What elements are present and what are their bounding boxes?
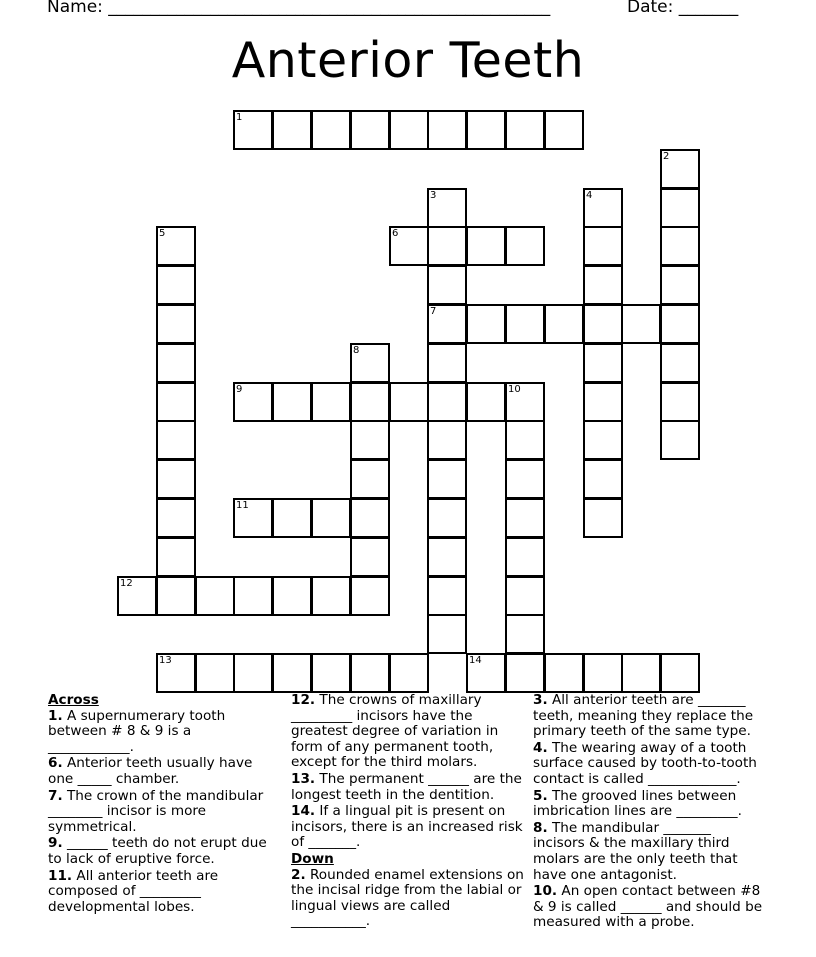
- grid-cell[interactable]: [544, 304, 584, 344]
- grid-cell[interactable]: [233, 498, 273, 538]
- grid-cell[interactable]: [272, 498, 312, 538]
- grid-cell[interactable]: [389, 110, 429, 150]
- clue-across-13: 13. The permanent ______ are the longest teeth in the dentition.: [291, 770, 522, 803]
- page-title: Anterior Teeth: [231, 32, 585, 89]
- grid-cell[interactable]: [505, 226, 545, 266]
- grid-cell[interactable]: [427, 498, 467, 538]
- grid-cell[interactable]: [466, 653, 506, 693]
- grid-cell[interactable]: [466, 110, 506, 150]
- grid-cell[interactable]: [427, 459, 467, 499]
- grid-cell[interactable]: [660, 304, 700, 344]
- grid-cell[interactable]: [311, 498, 351, 538]
- grid-cell[interactable]: [156, 459, 196, 499]
- grid-cell[interactable]: [621, 304, 661, 344]
- grid-cell[interactable]: [156, 226, 196, 266]
- grid-cell[interactable]: [427, 420, 467, 460]
- grid-cell[interactable]: [583, 226, 623, 266]
- grid-cell[interactable]: [505, 110, 545, 150]
- grid-cell[interactable]: [389, 653, 429, 693]
- grid-cell[interactable]: [583, 304, 623, 344]
- grid-cell[interactable]: [156, 382, 196, 422]
- grid-cell[interactable]: [156, 265, 196, 305]
- grid-cell[interactable]: [660, 188, 700, 228]
- grid-cell[interactable]: [660, 653, 700, 693]
- grid-cell[interactable]: [544, 110, 584, 150]
- grid-cell[interactable]: [427, 188, 467, 228]
- grid-cell[interactable]: [583, 459, 623, 499]
- grid-cell[interactable]: [156, 576, 196, 616]
- clue-down-10: 10. An open contact between #8 & 9 is called ______ and should be measured with a probe.: [533, 883, 763, 931]
- grid-cell[interactable]: [233, 110, 273, 150]
- grid-cell[interactable]: [505, 420, 545, 460]
- clue-number: 1: [236, 112, 243, 123]
- grid-cell[interactable]: [505, 653, 545, 693]
- grid-cell[interactable]: [427, 265, 467, 305]
- clue-across-7: 7. The crown of the mandibular ________ incisor is more symmetrical.: [48, 787, 264, 835]
- clue-number: 13: [159, 655, 172, 666]
- name-field[interactable]: Name: ____________________________________________________: [47, 0, 551, 17]
- grid-cell[interactable]: [233, 653, 273, 693]
- grid-cell[interactable]: [311, 382, 351, 422]
- grid-cell[interactable]: [505, 382, 545, 422]
- grid-cell[interactable]: [505, 576, 545, 616]
- grid-cell[interactable]: [505, 304, 545, 344]
- clue-down-5: 5. The grooved lines between imbrication lines are _________.: [533, 787, 742, 820]
- grid-cell[interactable]: [156, 343, 196, 383]
- grid-cell[interactable]: [583, 382, 623, 422]
- grid-cell[interactable]: [350, 343, 390, 383]
- down-clues-column: [533, 693, 763, 932]
- clue-number: 9: [236, 384, 243, 395]
- clue-number: 11: [236, 500, 249, 511]
- grid-cell[interactable]: [427, 537, 467, 577]
- grid-cell[interactable]: [350, 653, 390, 693]
- clue-number: 7: [430, 306, 437, 317]
- clue-across-12: 12. The crowns of maxillary _________ incisors have the greatest degree of variation in form of any permanent tooth, except for the third molars.: [291, 692, 499, 771]
- clue-down-3: 3. All anterior teeth are _______ teeth, meaning they replace the primary teeth of the same type.: [533, 692, 754, 740]
- grid-cell[interactable]: [505, 537, 545, 577]
- grid-cell[interactable]: [427, 110, 467, 150]
- grid-cell[interactable]: [311, 576, 351, 616]
- grid-cell[interactable]: [583, 343, 623, 383]
- clue-down-8: 8. The mandibular _______ incisors & the maxillary third molars are the only teeth that have one antagonist.: [533, 819, 738, 883]
- clue-across-1: 1. A supernumerary tooth between # 8 & 9 is a ____________.: [48, 707, 226, 755]
- across-clues-column: [48, 693, 272, 916]
- clue-number: 8: [353, 345, 360, 356]
- clue-number: 10: [508, 384, 521, 395]
- grid-cell[interactable]: [272, 653, 312, 693]
- grid-cell[interactable]: [272, 110, 312, 150]
- grid-cell[interactable]: [505, 459, 545, 499]
- grid-cell[interactable]: [505, 498, 545, 538]
- clue-across-11: 11. All anterior teeth are composed of _________ developmental lobes.: [48, 867, 219, 915]
- grid-cell[interactable]: [350, 382, 390, 422]
- grid-cell[interactable]: [544, 653, 584, 693]
- grid-cell[interactable]: [156, 420, 196, 460]
- across-heading: Across: [48, 692, 99, 708]
- date-field[interactable]: Date: _______: [627, 0, 739, 17]
- down-heading: Down: [291, 850, 334, 867]
- grid-cell[interactable]: [389, 226, 429, 266]
- grid-cell[interactable]: [195, 576, 235, 616]
- grid-cell[interactable]: [660, 226, 700, 266]
- grid-cell[interactable]: [350, 110, 390, 150]
- grid-cell[interactable]: [156, 498, 196, 538]
- grid-cell[interactable]: [466, 304, 506, 344]
- grid-cell[interactable]: [389, 382, 429, 422]
- clue-down-2: 2. Rounded enamel extensions on the incisal ridge from the labial or lingual views are called ___________.: [291, 866, 524, 930]
- grid-cell[interactable]: [583, 653, 623, 693]
- grid-cell[interactable]: [660, 382, 700, 422]
- grid-cell[interactable]: [350, 459, 390, 499]
- grid-cell[interactable]: [466, 382, 506, 422]
- clue-number: 4: [586, 190, 593, 201]
- grid-cell[interactable]: [311, 653, 351, 693]
- grid-cell[interactable]: [583, 498, 623, 538]
- clue-number: 5: [159, 228, 166, 239]
- grid-cell[interactable]: [583, 265, 623, 305]
- grid-cell[interactable]: [427, 226, 467, 266]
- grid-cell[interactable]: [272, 576, 312, 616]
- grid-cell[interactable]: [466, 226, 506, 266]
- grid-cell[interactable]: [156, 304, 196, 344]
- grid-cell[interactable]: [350, 576, 390, 616]
- grid-cell[interactable]: [156, 653, 196, 693]
- clue-number: 3: [430, 190, 437, 201]
- grid-cell[interactable]: [660, 265, 700, 305]
- grid-cell[interactable]: [272, 382, 312, 422]
- clues-middle-column: [291, 693, 525, 931]
- grid-cell[interactable]: [583, 420, 623, 460]
- clue-number: 14: [469, 655, 482, 666]
- grid-cell[interactable]: [427, 304, 467, 344]
- grid-cell[interactable]: [660, 420, 700, 460]
- clue-across-14: 14. If a lingual pit is present on incisors, there is an increased risk of _______.: [291, 803, 523, 851]
- grid-cell[interactable]: [660, 343, 700, 383]
- grid-cell[interactable]: [427, 614, 467, 654]
- clue-across-6: 6. Anterior teeth usually have one _____ chamber.: [48, 755, 253, 787]
- clue-across-9: 9. ______ teeth do not erupt due to lack of eruptive force.: [48, 835, 267, 867]
- grid-cell[interactable]: [156, 537, 196, 577]
- clue-down-4: 4. The wearing away of a tooth surface caused by tooth-to-tooth contact is called _____________.: [533, 739, 757, 787]
- grid-cell[interactable]: [427, 343, 467, 383]
- clue-number: 12: [120, 578, 133, 589]
- grid-cell[interactable]: [350, 498, 390, 538]
- grid-cell[interactable]: [117, 576, 157, 616]
- grid-cell[interactable]: [621, 653, 661, 693]
- grid-cell[interactable]: [427, 382, 467, 422]
- grid-cell[interactable]: [350, 420, 390, 460]
- grid-cell[interactable]: [233, 576, 273, 616]
- grid-cell[interactable]: [583, 188, 623, 228]
- grid-cell[interactable]: [311, 110, 351, 150]
- grid-cell[interactable]: [427, 576, 467, 616]
- grid-cell[interactable]: [233, 382, 273, 422]
- grid-cell[interactable]: [350, 537, 390, 577]
- clue-number: 2: [663, 151, 670, 162]
- grid-cell[interactable]: [660, 149, 700, 189]
- grid-cell[interactable]: [195, 653, 235, 693]
- grid-cell[interactable]: [505, 614, 545, 654]
- clue-number: 6: [392, 228, 399, 239]
